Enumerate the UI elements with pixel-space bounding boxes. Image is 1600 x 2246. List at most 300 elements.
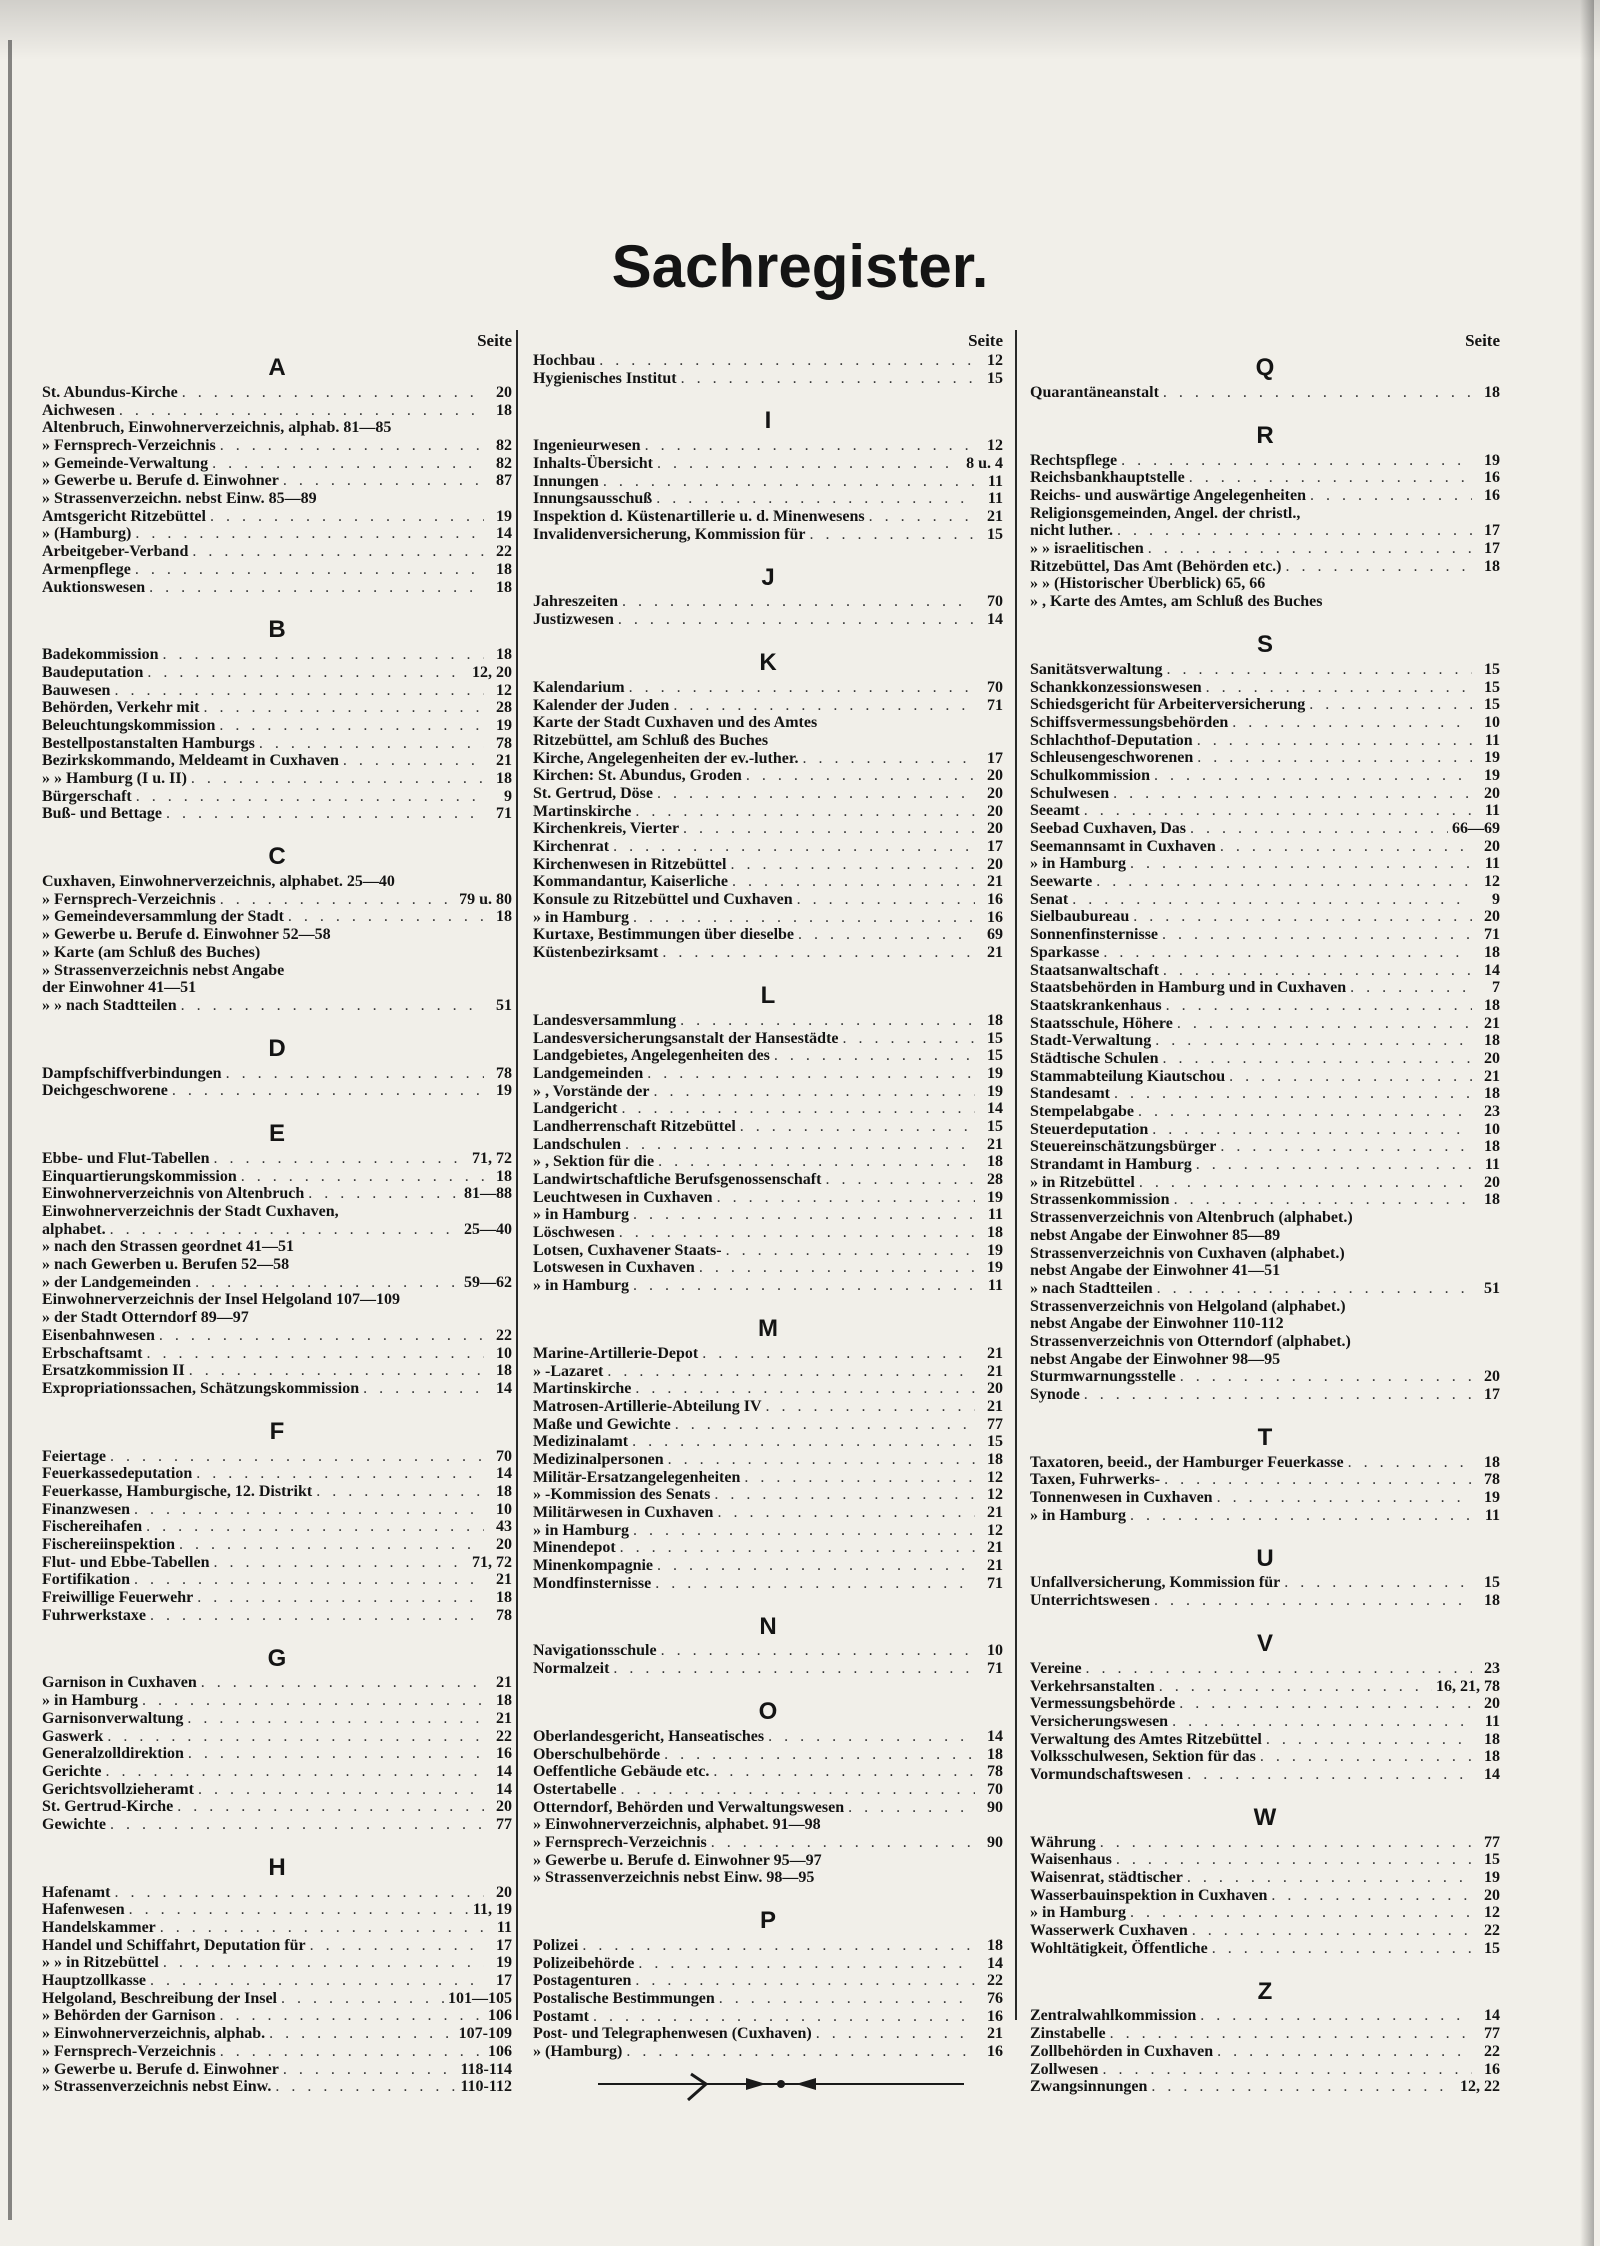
leader-dots bbox=[593, 2008, 975, 2026]
entry-label: Seemannsamt in Cuxhaven bbox=[1030, 837, 1216, 855]
index-entry bbox=[42, 1571, 512, 1589]
leader-dots bbox=[613, 1660, 975, 1678]
entry-label: Expropriationssachen, Schätzungskommission bbox=[42, 1379, 360, 1397]
entry-page: 9 bbox=[1492, 890, 1500, 908]
entry-page: 43 bbox=[496, 1518, 512, 1536]
leader-dots bbox=[1180, 1368, 1472, 1386]
entry-page: 77 bbox=[1484, 1833, 1500, 1851]
index-entry bbox=[533, 594, 1003, 612]
index-entry bbox=[1030, 576, 1500, 594]
entry-label: » nach Stadtteilen bbox=[1030, 1279, 1153, 1297]
entry-page: 28 bbox=[987, 1171, 1003, 1189]
entry-page: 107-109 bbox=[458, 2025, 512, 2043]
entry-label: » Fernsprech-Verzeichnis bbox=[42, 2042, 216, 2060]
entry-page: 21 bbox=[987, 1397, 1003, 1415]
section-spacer bbox=[533, 629, 1003, 647]
index-entry bbox=[42, 1554, 512, 1572]
entry-page: 15 bbox=[987, 369, 1003, 387]
entry-label: » Gemeindeversammlung der Stadt bbox=[42, 908, 284, 926]
index-entry bbox=[533, 767, 1003, 785]
leader-dots bbox=[1197, 732, 1472, 750]
entry-label: Lotsen, Cuxhavener Staats- bbox=[533, 1241, 722, 1259]
entry-label: » (Hamburg) bbox=[42, 525, 132, 543]
index-entry bbox=[533, 1539, 1003, 1557]
index-entry bbox=[1030, 661, 1500, 679]
entry-label: Staatsschule, Höhere bbox=[1030, 1014, 1173, 1032]
entry-label: Bürgerschaft bbox=[42, 787, 132, 805]
leader-dots bbox=[1116, 1851, 1472, 1869]
leader-dots bbox=[163, 1954, 484, 1972]
leader-dots bbox=[134, 1571, 484, 1589]
leader-dots bbox=[658, 1153, 975, 1171]
entry-label: Behörden, Verkehr mit bbox=[42, 699, 200, 717]
leader-dots bbox=[717, 1189, 975, 1207]
entry-page: 20 bbox=[987, 1380, 1003, 1398]
entry-page: 17 bbox=[1484, 1386, 1500, 1404]
entry-label: Polizeibehörde bbox=[533, 1954, 635, 1972]
section-spacer bbox=[533, 962, 1003, 980]
section-letter: G bbox=[267, 1644, 287, 1672]
entry-label: St. Abundus-Kirche bbox=[42, 384, 178, 401]
entry-label: Landherrenschaft Ritzebüttel bbox=[533, 1118, 736, 1135]
index-entry bbox=[1030, 1262, 1500, 1280]
entry-label: Mondfinsternisse bbox=[533, 1574, 652, 1592]
entry-label: Kurtaxe, Bestimmungen über dieselbe bbox=[533, 926, 795, 944]
section-spacer bbox=[1030, 1404, 1500, 1422]
entry-page: 16, 21, 78 bbox=[1436, 1677, 1500, 1695]
entry-label: Staatskrankenhaus bbox=[1030, 996, 1162, 1014]
index-entry bbox=[42, 437, 512, 455]
section-spacer bbox=[1030, 611, 1500, 629]
leader-dots bbox=[1154, 767, 1472, 785]
entry-label: Zentralwahlkommission bbox=[1030, 2007, 1197, 2025]
index-entry bbox=[42, 1937, 512, 1955]
entry-label: Fischereihafen bbox=[42, 1518, 143, 1536]
leader-dots bbox=[603, 473, 975, 491]
entry-label: Bestellpostanstalten Hamburgs bbox=[42, 734, 255, 752]
entry-label: Zollwesen bbox=[1030, 2060, 1099, 2078]
leader-dots bbox=[1084, 802, 1472, 820]
index-entry bbox=[533, 1972, 1003, 1990]
column-divider-2 bbox=[1015, 330, 1017, 2020]
index-entry bbox=[42, 1150, 512, 1168]
leader-dots bbox=[310, 1937, 484, 1955]
entry-page: 18 bbox=[1484, 996, 1500, 1014]
index-entry bbox=[1030, 820, 1500, 838]
entry-page: 21 bbox=[987, 1344, 1003, 1362]
index-entry bbox=[42, 1901, 512, 1919]
section-spacer bbox=[533, 387, 1003, 405]
entry-page: 11 bbox=[987, 1277, 1003, 1295]
entry-page: 19 bbox=[1484, 749, 1500, 767]
entry-page: 17 bbox=[496, 1936, 512, 1954]
index-entry bbox=[533, 1852, 1003, 1870]
entry-page: 21 bbox=[496, 1571, 512, 1589]
entry-page: 101—105 bbox=[448, 1989, 512, 2007]
entry-page: 14 bbox=[496, 525, 512, 543]
entry-page: 21 bbox=[987, 508, 1003, 526]
entry-page: 21 bbox=[987, 1135, 1003, 1153]
entry-page: 22 bbox=[496, 1326, 512, 1344]
entry-label: Verwaltung des Amtes Ritzebüttel bbox=[1030, 1730, 1262, 1748]
section-spacer bbox=[1030, 402, 1500, 420]
entry-page: 15 bbox=[1484, 696, 1500, 714]
index-entry bbox=[42, 508, 512, 526]
leader-dots bbox=[162, 646, 484, 664]
leader-dots bbox=[1130, 1904, 1472, 1922]
entry-page: 21 bbox=[987, 944, 1003, 962]
leader-dots bbox=[809, 526, 975, 544]
leader-dots bbox=[633, 909, 975, 927]
section-spacer bbox=[42, 596, 512, 614]
entry-label: Gerichtsvollzieheramt bbox=[42, 1780, 194, 1798]
entry-label: » in Ritzebüttel bbox=[1030, 1173, 1135, 1191]
index-entry bbox=[533, 1083, 1003, 1101]
entry-label: Gaswerk bbox=[42, 1727, 104, 1745]
leader-dots bbox=[1350, 979, 1472, 997]
leader-dots bbox=[607, 1363, 975, 1381]
entry-page: 15 bbox=[987, 1118, 1003, 1135]
index-entry bbox=[533, 1746, 1003, 1764]
leader-dots bbox=[1154, 1592, 1472, 1610]
index-entry bbox=[1030, 1156, 1500, 1174]
entry-page: 20 bbox=[496, 1798, 512, 1816]
entry-label: Oberschulbehörde bbox=[533, 1745, 661, 1763]
leader-dots bbox=[1187, 1869, 1472, 1887]
index-entry bbox=[533, 1380, 1003, 1398]
entry-label: » Behörden der Garnison bbox=[42, 2007, 216, 2025]
index-entry bbox=[42, 1483, 512, 1501]
leader-dots bbox=[106, 1763, 484, 1781]
index-entry bbox=[1030, 1695, 1500, 1713]
entry-page: 14 bbox=[496, 1379, 512, 1397]
entry-label: Seebad Cuxhaven, Das bbox=[1030, 820, 1187, 838]
leader-dots bbox=[1114, 1085, 1472, 1103]
entry-page: 17 bbox=[496, 1972, 512, 1990]
entry-label: Rechtspflege bbox=[1030, 451, 1118, 469]
entry-label: Waisenhaus bbox=[1030, 1851, 1112, 1869]
entry-label: Martinskirche bbox=[533, 1380, 632, 1398]
leader-dots bbox=[110, 1448, 484, 1466]
index-entry bbox=[42, 526, 512, 544]
index-entry bbox=[1030, 452, 1500, 470]
index-entry bbox=[1030, 1851, 1500, 1869]
entry-page: 10 bbox=[1484, 1120, 1500, 1138]
index-entry bbox=[533, 820, 1003, 838]
entry-page: 70 bbox=[496, 1447, 512, 1465]
entry-label: » Gemeinde-Verwaltung bbox=[42, 454, 209, 472]
index-entry bbox=[1030, 1015, 1500, 1033]
index-entry bbox=[42, 2008, 512, 2026]
leader-dots bbox=[147, 664, 468, 682]
leader-dots bbox=[699, 1260, 975, 1278]
index-entry bbox=[42, 962, 512, 980]
entry-label: Innungsausschuß bbox=[533, 490, 653, 508]
index-entry bbox=[533, 1660, 1003, 1678]
entry-label: Vermessungsbehörde bbox=[1030, 1695, 1176, 1713]
leader-dots bbox=[135, 526, 484, 544]
index-entry bbox=[42, 1238, 512, 1256]
index-entry bbox=[42, 1763, 512, 1781]
section-letter: Z bbox=[1257, 1977, 1273, 2005]
entry-label: Ostertabelle bbox=[533, 1780, 617, 1798]
entry-page: 77 bbox=[1484, 2025, 1500, 2043]
entry-label: Schlachthof-Deputation bbox=[1030, 731, 1193, 749]
entry-label: Lotswesen in Cuxhaven bbox=[533, 1259, 695, 1277]
entry-page: 71, 72 bbox=[472, 1150, 512, 1167]
leader-dots bbox=[188, 1745, 484, 1763]
leader-dots bbox=[283, 472, 484, 490]
index-entry bbox=[42, 1345, 512, 1363]
index-entry bbox=[533, 1781, 1003, 1799]
entry-page: 51 bbox=[496, 996, 512, 1014]
entry-page: 19 bbox=[496, 1082, 512, 1100]
leader-dots bbox=[1084, 1386, 1472, 1404]
index-entry bbox=[42, 1745, 512, 1763]
leader-dots bbox=[1151, 2078, 1456, 2096]
leader-dots bbox=[635, 1972, 975, 1990]
entry-label: » in Hamburg bbox=[533, 908, 630, 926]
leader-dots bbox=[740, 1118, 975, 1136]
entry-label: Helgoland, Beschreibung der Insel bbox=[42, 1989, 277, 2007]
index-column-2 bbox=[533, 330, 1003, 2061]
entry-label: Einwohnerverzeichnis der Insel Helgoland 107—109 bbox=[42, 1291, 400, 1309]
index-entry bbox=[1030, 1138, 1500, 1156]
leader-dots bbox=[343, 752, 484, 770]
entry-label: » in Hamburg bbox=[1030, 1506, 1127, 1524]
leader-dots bbox=[1172, 1713, 1472, 1731]
leader-dots bbox=[110, 1816, 484, 1834]
index-entry bbox=[42, 455, 512, 473]
entry-label: » Gewerbe u. Berufe d. Einwohner 52—58 bbox=[42, 926, 331, 944]
entry-label: Strassenverzeichnis von Helgoland (alphabet.) bbox=[1030, 1297, 1346, 1315]
entry-label: Oeffentliche Gebäude etc. bbox=[533, 1763, 710, 1781]
section-spacer bbox=[533, 1295, 1003, 1313]
entry-label: Stempelabgabe bbox=[1030, 1103, 1134, 1121]
entry-page: 25—40 bbox=[464, 1220, 512, 1238]
index-entry bbox=[1030, 749, 1500, 767]
leader-dots bbox=[1096, 873, 1472, 891]
entry-page: 17 bbox=[1484, 540, 1500, 558]
section-letter: N bbox=[759, 1612, 777, 1640]
entry-label: Fischereiinspektion bbox=[42, 1536, 176, 1554]
entry-page: 18 bbox=[987, 1937, 1003, 1955]
entry-label: » Gewerbe u. Berufe d. Einwohner bbox=[42, 2060, 279, 2078]
entry-page: 15 bbox=[1484, 678, 1500, 696]
entry-page: 22 bbox=[496, 543, 512, 561]
index-entry bbox=[1030, 2025, 1500, 2043]
entry-page: 16 bbox=[1484, 487, 1500, 505]
index-entry bbox=[1030, 558, 1500, 576]
index-entry bbox=[42, 1380, 512, 1398]
index-entry bbox=[42, 1990, 512, 2008]
section-spacer bbox=[1030, 1610, 1500, 1628]
page-title: Sachregister. bbox=[611, 233, 989, 300]
section-spacer bbox=[1030, 1525, 1500, 1543]
page-top-shade bbox=[0, 0, 1600, 60]
section-spacer bbox=[533, 544, 1003, 562]
entry-label: Einwohnerverzeichnis von Altenbruch bbox=[42, 1185, 305, 1203]
entry-label: Maße und Gewichte bbox=[533, 1415, 671, 1433]
leader-dots bbox=[288, 909, 484, 927]
section-letter: M bbox=[758, 1314, 778, 1342]
leader-dots bbox=[179, 1536, 484, 1554]
entry-label: Taxen, Fuhrwerks- bbox=[1030, 1471, 1161, 1489]
entry-page: 18 bbox=[987, 1745, 1003, 1763]
leader-dots bbox=[1220, 1138, 1472, 1156]
leader-dots bbox=[1162, 1050, 1472, 1068]
entry-page: 18 bbox=[1484, 384, 1500, 401]
index-entry bbox=[42, 735, 512, 753]
leader-dots bbox=[110, 1221, 460, 1239]
entry-page: 18 bbox=[496, 1362, 512, 1380]
index-entry bbox=[42, 1221, 512, 1239]
index-entry bbox=[42, 682, 512, 700]
entry-label: » der Stadt Otterndorf 89—97 bbox=[42, 1309, 249, 1327]
entry-label: Inhalts-Übersicht bbox=[533, 455, 654, 473]
leader-dots bbox=[714, 1486, 975, 1504]
entry-label: Cuxhaven, Einwohnerverzeichnis, alphabet. 25—40 bbox=[42, 873, 395, 891]
entry-label: Steuereinschätzungsbürger bbox=[1030, 1138, 1217, 1156]
entry-label: Oberlandesgericht, Hanseatisches bbox=[533, 1727, 765, 1745]
entry-page: 7 bbox=[1492, 979, 1500, 997]
index-entry bbox=[42, 1168, 512, 1186]
entry-label: » -Lazaret bbox=[533, 1362, 604, 1380]
index-entry bbox=[1030, 1103, 1500, 1121]
leader-dots bbox=[683, 820, 975, 838]
leader-dots bbox=[363, 1380, 484, 1398]
entry-page: 23 bbox=[1484, 1103, 1500, 1121]
entry-label: Landgericht bbox=[533, 1100, 618, 1118]
section-letter: O bbox=[758, 1697, 778, 1725]
entry-label: Navigationsschule bbox=[533, 1642, 657, 1660]
entry-label: Altenbruch, Einwohnerverzeichnis, alphab. 81—85 bbox=[42, 419, 392, 437]
entry-page: 66—69 bbox=[1452, 820, 1500, 838]
entry-label: Deichgeschworene bbox=[42, 1082, 168, 1100]
index-entry bbox=[1030, 384, 1500, 402]
entry-page: 19 bbox=[987, 1241, 1003, 1259]
index-entry bbox=[42, 2061, 512, 2079]
entry-label: Aichwesen bbox=[42, 401, 115, 419]
index-entry bbox=[1030, 522, 1500, 540]
entry-label: Gewichte bbox=[42, 1816, 106, 1833]
index-entry bbox=[1030, 1660, 1500, 1678]
leader-dots bbox=[1310, 487, 1472, 505]
index-entry bbox=[1030, 1333, 1500, 1351]
index-entry bbox=[42, 717, 512, 735]
index-entry bbox=[42, 2078, 512, 2096]
entry-page: 70 bbox=[987, 678, 1003, 696]
leader-dots bbox=[1166, 997, 1472, 1015]
entry-page: 71 bbox=[987, 1660, 1003, 1678]
entry-label: Minendepot bbox=[533, 1539, 616, 1557]
entry-page: 78 bbox=[987, 1763, 1003, 1781]
index-entry bbox=[533, 490, 1003, 508]
index-entry bbox=[533, 679, 1003, 697]
index-entry bbox=[533, 1955, 1003, 1973]
index-entry bbox=[42, 805, 512, 823]
index-entry bbox=[42, 1327, 512, 1345]
index-entry bbox=[1030, 1887, 1500, 1905]
leader-dots bbox=[1187, 1766, 1472, 1784]
entry-label: » Einwohnerverzeichnis, alphab. bbox=[42, 2025, 266, 2043]
entry-page: 11 bbox=[987, 472, 1003, 490]
index-entry bbox=[1030, 487, 1500, 505]
entry-page: 19 bbox=[987, 1188, 1003, 1206]
index-entry bbox=[42, 1816, 512, 1834]
index-entry bbox=[1030, 1713, 1500, 1731]
entry-label: Reichsbankhauptstelle bbox=[1030, 469, 1185, 487]
entry-label: nebst Angabe der Einwohner 41—51 bbox=[1030, 1262, 1281, 1280]
entry-page: 11 bbox=[1484, 855, 1500, 873]
entry-page: 16 bbox=[987, 891, 1003, 909]
index-entry bbox=[1030, 1032, 1500, 1050]
leader-dots bbox=[201, 1675, 484, 1693]
entry-page: 12 bbox=[987, 1468, 1003, 1486]
leader-dots bbox=[1155, 1032, 1472, 1050]
index-entry bbox=[42, 979, 512, 997]
entry-page: 18 bbox=[1484, 1138, 1500, 1156]
entry-label: Hafenwesen bbox=[42, 1901, 125, 1919]
index-entry bbox=[533, 2008, 1003, 2026]
entry-page: 11 bbox=[1484, 1156, 1500, 1174]
index-entry bbox=[533, 714, 1003, 732]
entry-label: Bezirkskommando, Meldeamt in Cuxhaven bbox=[42, 752, 339, 770]
entry-label: Feiertage bbox=[42, 1447, 106, 1465]
entry-page: 18 bbox=[1484, 943, 1500, 961]
index-entry bbox=[533, 1345, 1003, 1363]
leader-dots bbox=[1130, 855, 1472, 873]
leader-dots bbox=[269, 2025, 455, 2043]
entry-page: 18 bbox=[987, 1011, 1003, 1029]
section-letter: A bbox=[268, 354, 286, 381]
entry-label: » » israelitischen bbox=[1030, 540, 1144, 558]
entry-page: 14 bbox=[987, 1100, 1003, 1118]
index-entry bbox=[42, 543, 512, 561]
leader-dots bbox=[1130, 1507, 1472, 1525]
index-entry bbox=[42, 1203, 512, 1221]
index-entry bbox=[533, 1522, 1003, 1540]
entry-page: 16 bbox=[1484, 469, 1500, 487]
entry-label: Militärwesen in Cuxhaven bbox=[533, 1504, 714, 1522]
leader-dots bbox=[726, 1242, 975, 1260]
section-letter: J bbox=[761, 563, 775, 591]
entry-page: 76 bbox=[987, 1990, 1003, 2008]
leader-dots bbox=[633, 1522, 975, 1540]
leader-dots bbox=[159, 1327, 484, 1345]
entry-label: Karte der Stadt Cuxhaven und des Amtes bbox=[533, 714, 818, 732]
entry-label: » Strassenverzeichnis nebst Einw. bbox=[42, 2078, 272, 2096]
entry-page: 78 bbox=[496, 1064, 512, 1082]
index-entry bbox=[1030, 1766, 1500, 1784]
entry-page: 14 bbox=[1484, 1766, 1500, 1783]
section-letter: L bbox=[760, 981, 776, 1009]
index-entry bbox=[533, 1575, 1003, 1593]
index-entry bbox=[1030, 1227, 1500, 1245]
index-entry bbox=[533, 1869, 1003, 1887]
leader-dots bbox=[1220, 838, 1472, 856]
entry-page: 16 bbox=[496, 1745, 512, 1763]
entry-label: Hafenamt bbox=[42, 1883, 111, 1901]
entry-page: 15 bbox=[1484, 660, 1500, 678]
leader-dots bbox=[1072, 891, 1472, 909]
entry-page: 14 bbox=[987, 1954, 1003, 1972]
entry-page: 12, 22 bbox=[1460, 2078, 1500, 2096]
entry-label: » in Hamburg bbox=[1030, 855, 1127, 873]
leader-dots bbox=[1102, 2061, 1472, 2079]
leader-dots bbox=[1157, 1280, 1472, 1298]
leader-dots bbox=[1086, 1660, 1472, 1678]
